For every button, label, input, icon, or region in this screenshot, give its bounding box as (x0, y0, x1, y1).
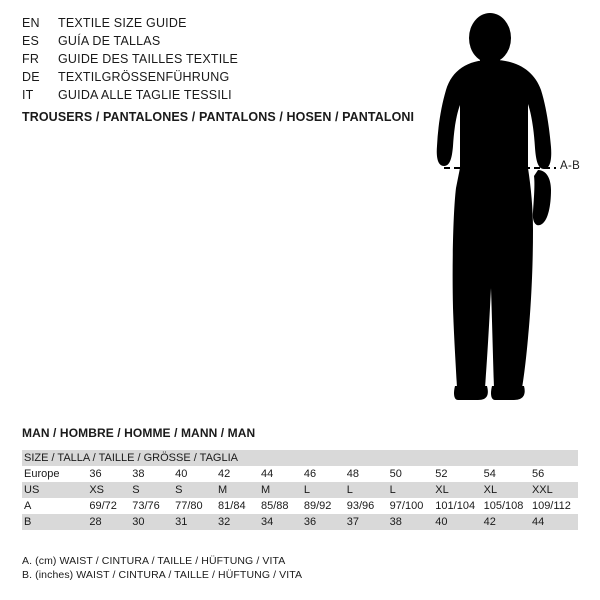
table-cell: 48 (346, 468, 360, 480)
language-code: EN (22, 16, 40, 30)
table-row-label: A (24, 500, 32, 512)
table-cell: 50 (389, 468, 402, 480)
table-cell: XL (435, 484, 449, 496)
table-cell: S (132, 484, 140, 496)
table-cell: 109/112 (531, 500, 571, 512)
table-row (22, 482, 578, 498)
table-cell: 28 (89, 516, 102, 528)
table-cell: 31 (175, 516, 188, 528)
table-cell: 44 (260, 468, 274, 480)
table-cell: 42 (218, 468, 231, 480)
table-row (22, 450, 578, 466)
table-cell: 85/88 (260, 500, 289, 512)
table-cell: 101/104 (435, 500, 476, 512)
table-cell: XS (89, 484, 105, 496)
garment-title: TROUSERS / PANTALONES / PANTALONS / HOSEN / PANTALONI (22, 110, 415, 124)
table-cell: 52 (435, 468, 448, 480)
table-cell: 34 (260, 516, 274, 528)
table-cell: 56 (531, 468, 545, 480)
table-cell: 40 (175, 468, 188, 480)
table-cell: L (346, 484, 353, 496)
table-cell: 105/108 (483, 500, 524, 512)
footnote-a: A. (cm) WAIST / CINTURA / TAILLE / HÜFTUNG / VITA (22, 555, 286, 567)
table-cell: 73/76 (132, 500, 160, 512)
language-row (22, 50, 422, 68)
table-cell: 36 (303, 516, 317, 528)
table-row (22, 466, 578, 482)
table-title: MAN / HOMBRE / HOMME / MANN / MAN (22, 426, 256, 440)
table-cell: 32 (218, 516, 231, 528)
language-text: GUIDA ALLE TAGLIE TESSILI (58, 88, 232, 102)
footnotes (22, 554, 302, 582)
footnote-b: B. (inches) WAIST / CINTURA / TAILLE / HÜFTUNG / VITA (22, 569, 303, 581)
table-cell: 40 (435, 516, 448, 528)
table-cell: 93/96 (346, 500, 375, 512)
measurement-label-ab: A-B (560, 160, 581, 172)
table-cell: 81/84 (218, 500, 246, 512)
table-cell: 69/72 (89, 500, 117, 512)
language-code: IT (22, 88, 34, 102)
table-row-label: SIZE / TALLA / TAILLE / GRÖSSE / TAGLIA (24, 452, 238, 464)
table-cell: S (175, 484, 183, 496)
table-cell: 89/92 (303, 500, 332, 512)
table-cell: 54 (483, 468, 496, 480)
table-cell: 97/100 (389, 500, 424, 512)
language-text: GUIDE DES TAILLES TEXTILE (58, 52, 239, 66)
table-cell: XXL (531, 484, 553, 496)
table-cell: L (389, 484, 396, 496)
table-row-label: US (24, 484, 40, 496)
body-figure (400, 8, 600, 408)
table-cell: M (218, 484, 228, 496)
table-cell: XL (483, 484, 498, 496)
language-row (22, 32, 422, 50)
language-text: TEXTILGRÖSSENFÜHRUNG (58, 70, 230, 84)
language-row (22, 68, 422, 86)
table-cell: 37 (346, 516, 360, 528)
table-row-label: Europe (24, 468, 60, 480)
language-text: GUÍA DE TALLAS (58, 34, 161, 48)
table-cell: 38 (132, 468, 145, 480)
table-row (22, 498, 578, 514)
language-row (22, 86, 422, 104)
language-code: DE (22, 70, 40, 84)
language-text: TEXTILE SIZE GUIDE (58, 16, 187, 30)
size-table (22, 450, 578, 530)
language-header-block (22, 14, 422, 104)
table-cell: 46 (303, 468, 317, 480)
table-cell: 38 (389, 516, 402, 528)
table-cell: M (260, 484, 271, 496)
language-code: FR (22, 52, 40, 66)
language-row (22, 14, 422, 32)
table-cell: 42 (483, 516, 496, 528)
language-code: ES (22, 34, 40, 48)
man-silhouette-icon (400, 8, 600, 408)
table-cell: 77/80 (175, 500, 203, 512)
table-row (22, 514, 578, 530)
table-cell: 44 (531, 516, 545, 528)
table-cell: L (303, 484, 310, 496)
table-row-label: B (24, 516, 32, 528)
table-cell: 36 (89, 468, 102, 480)
table-cell: 30 (132, 516, 145, 528)
